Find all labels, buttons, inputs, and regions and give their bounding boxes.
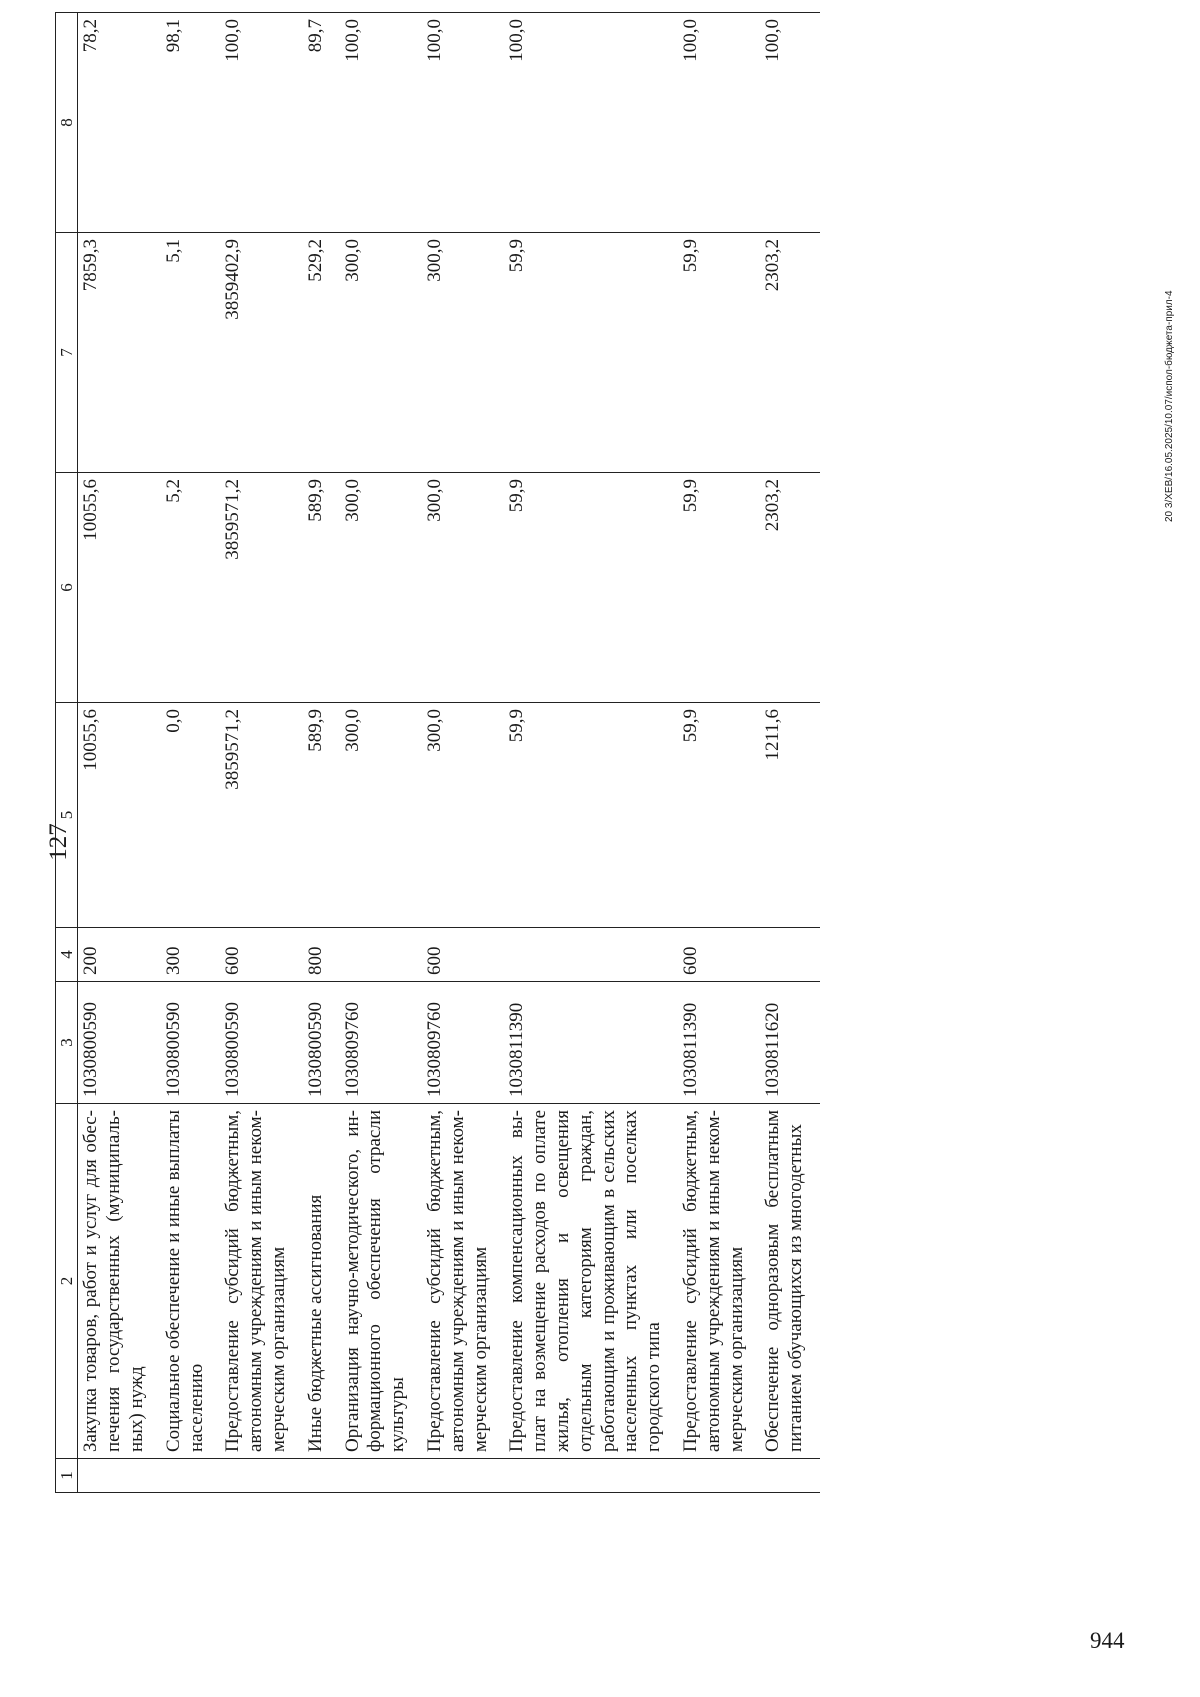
cell-c5: 300,0 (340, 703, 422, 928)
col-header-7: 7 (56, 233, 78, 473)
cell-expense-type (340, 928, 422, 982)
header-row (56, 13, 78, 1493)
cell-c6: 589,9 (303, 473, 340, 703)
cell-c1 (303, 1459, 340, 1493)
col-header-1: 1 (56, 1459, 78, 1493)
cell-expense-type (760, 928, 820, 982)
cell-c6: 59,9 (504, 473, 678, 703)
cell-c1 (78, 1459, 161, 1493)
col-header-8: 8 (56, 13, 78, 233)
cell-c5: 59,9 (678, 703, 760, 928)
cell-description: Иные бюджетные ассигнования (303, 1104, 340, 1459)
cell-description: Предоставление субсидий бюджетным, автономным учреждениям и иным некоммерческим организациям (678, 1104, 760, 1459)
cell-expense-type: 600 (220, 928, 302, 982)
cell-c5: 0,0 (161, 703, 221, 928)
cell-c8: 100,0 (504, 13, 678, 233)
cell-target-code: 1030811620 (760, 982, 820, 1104)
footer-document-code: 20 3/ХЕВ/16.05.2025/10.07/испол-бюджета-прил-4 (1164, 290, 1175, 522)
cell-c8: 100,0 (422, 13, 504, 233)
table-row (504, 13, 678, 1493)
cell-description: Предоставление субсидий бюджетным, автономным учреждениям и иным некоммерческим организациям (220, 1104, 302, 1459)
cell-c7: 300,0 (340, 233, 422, 473)
cell-target-code: 1030811390 (678, 982, 760, 1104)
cell-description: Предоставление компенсационных выплат на возмещение расходов по оплате жилья, отопления и освещения отдельным категориям граждан, работающим и проживающим в сельских населенных пунктах или поселках городского типа (504, 1104, 678, 1459)
cell-c5: 300,0 (422, 703, 504, 928)
cell-c7: 59,9 (678, 233, 760, 473)
cell-description: Социальное обеспечение и иные выплаты населению (161, 1104, 221, 1459)
cell-c5: 589,9 (303, 703, 340, 928)
cell-c8: 78,2 (78, 13, 161, 233)
table-row (760, 13, 820, 1493)
col-header-4: 4 (56, 928, 78, 982)
cell-expense-type: 600 (678, 928, 760, 982)
cell-expense-type: 600 (422, 928, 504, 982)
cell-c6: 5,2 (161, 473, 221, 703)
cell-c1 (340, 1459, 422, 1493)
cell-c6: 10055,6 (78, 473, 161, 703)
cell-target-code: 1030800590 (78, 982, 161, 1104)
cell-expense-type: 800 (303, 928, 340, 982)
cell-c5: 3859571,2 (220, 703, 302, 928)
cell-c6: 3859571,2 (220, 473, 302, 703)
cell-c8: 98,1 (161, 13, 221, 233)
table-row (161, 13, 221, 1493)
cell-target-code: 1030811390 (504, 982, 678, 1104)
cell-c7: 59,9 (504, 233, 678, 473)
cell-expense-type: 300 (161, 928, 221, 982)
cell-c6: 300,0 (340, 473, 422, 703)
col-header-2: 2 (56, 1104, 78, 1459)
cell-c5: 59,9 (504, 703, 678, 928)
col-header-5: 5 (56, 703, 78, 928)
cell-c8: 89,7 (303, 13, 340, 233)
table-row (422, 13, 504, 1493)
budget-table (55, 12, 820, 1493)
sheet-number: 944 (1090, 1628, 1125, 1653)
cell-description: Предоставление субсидий бюджетным, автономным учреждениям и иным некоммерческим организациям (422, 1104, 504, 1459)
cell-c8: 100,0 (678, 13, 760, 233)
cell-c7: 3859402,9 (220, 233, 302, 473)
cell-c1 (220, 1459, 302, 1493)
cell-description: Обеспечение одноразовым бесплатным питанием обучающихся из многодетных (760, 1104, 820, 1459)
table-row (303, 13, 340, 1493)
cell-expense-type (504, 928, 678, 982)
cell-c8: 100,0 (760, 13, 820, 233)
cell-target-code: 1030809760 (422, 982, 504, 1104)
cell-c5: 1211,6 (760, 703, 820, 928)
cell-c1 (760, 1459, 820, 1493)
cell-c1 (504, 1459, 678, 1493)
cell-c8: 100,0 (220, 13, 302, 233)
cell-c1 (678, 1459, 760, 1493)
cell-c8: 100,0 (340, 13, 422, 233)
cell-target-code: 1030800590 (303, 982, 340, 1104)
col-header-6: 6 (56, 473, 78, 703)
cell-c6: 300,0 (422, 473, 504, 703)
cell-c1 (161, 1459, 221, 1493)
table-row (340, 13, 422, 1493)
cell-target-code: 1030809760 (340, 982, 422, 1104)
cell-c1 (422, 1459, 504, 1493)
cell-c6: 59,9 (678, 473, 760, 703)
cell-c7: 529,2 (303, 233, 340, 473)
table-row (220, 13, 302, 1493)
cell-description: Закупка товаров, работ и услуг для обеспечения государственных (муниципальных) нужд (78, 1104, 161, 1459)
cell-c6: 2303,2 (760, 473, 820, 703)
cell-expense-type: 200 (78, 928, 161, 982)
cell-c7: 300,0 (422, 233, 504, 473)
table-row (78, 13, 161, 1493)
cell-c5: 10055,6 (78, 703, 161, 928)
cell-c7: 5,1 (161, 233, 221, 473)
page-number: 127 (45, 823, 72, 861)
cell-target-code: 1030800590 (161, 982, 221, 1104)
table-row (678, 13, 760, 1493)
cell-c7: 2303,2 (760, 233, 820, 473)
col-header-3: 3 (56, 982, 78, 1104)
cell-c7: 7859,3 (78, 233, 161, 473)
cell-target-code: 1030800590 (220, 982, 302, 1104)
cell-description: Организация научно-методического, информационного обеспечения отрасли культуры (340, 1104, 422, 1459)
